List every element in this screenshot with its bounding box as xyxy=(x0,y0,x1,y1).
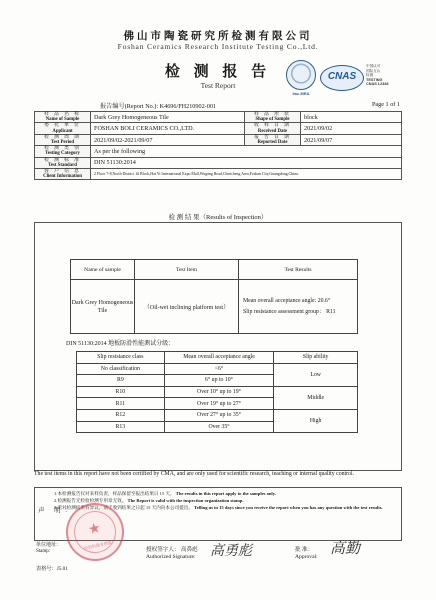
cnas-side-en: TESTING xyxy=(366,77,383,82)
received-value: 2021/09/02 xyxy=(301,123,402,134)
shape-label xyxy=(245,112,301,123)
ilac-logo-icon xyxy=(286,60,316,90)
declaration-en: Telling us in 15 days since you receive the report when you has any question with the test results. xyxy=(194,505,383,510)
unit-address-block xyxy=(36,543,61,556)
label-en: Test Period xyxy=(50,140,75,146)
grade-head-row xyxy=(77,352,358,364)
grade-head-class: Slip resistance class xyxy=(77,352,165,364)
sample-name-label xyxy=(35,112,91,123)
results-head-row xyxy=(71,260,358,280)
label-cn: 检 测 周 期 xyxy=(44,134,81,140)
result-label: Mean overall acceptance angle: xyxy=(243,297,317,304)
client-value: 2 Floor 7-8,North District 1# Block,Hai Yi International Expo Mall,Wugang Road,Chencheng Area,Foshan City,Guangdong,China. xyxy=(91,169,402,180)
grade-angle: Over 35° xyxy=(164,421,274,433)
grade-class: R13 xyxy=(77,421,165,433)
label-en: Received Date xyxy=(257,128,288,134)
authorized-label: 授权签字人： xyxy=(146,547,180,553)
label-en: Test Standard xyxy=(48,162,77,168)
label-cn: 样 品 形 状 xyxy=(254,112,291,117)
label-cn: 收 样 日 期 xyxy=(254,123,291,129)
approval-label-en: Approval: xyxy=(295,553,318,560)
grade-angle: 6° up to 10° xyxy=(164,375,274,387)
cnas-number: CNAS L2346 xyxy=(366,82,389,87)
category-value: As per the following xyxy=(91,146,402,157)
period-value: 2021/09/02-2021/09/07 xyxy=(91,134,245,145)
authorized-signature: 高勇彪 xyxy=(210,543,252,559)
label-en: Name of Sample xyxy=(45,117,80,123)
approval-signature: 高勤 xyxy=(330,539,361,557)
results-head-sample: Name of sample xyxy=(71,260,135,280)
grade-angle: Over 27° up to 35° xyxy=(164,409,274,421)
applicant-label xyxy=(35,123,91,134)
form-number: 表格号：J5.01 xyxy=(36,566,68,572)
report-title-en: Test Report xyxy=(200,81,236,90)
grade-angle: <6° xyxy=(164,363,274,375)
label-en: Reported Date xyxy=(257,140,288,146)
approval-block xyxy=(295,547,318,560)
result-value: 20.6° xyxy=(317,297,331,304)
grade-class: R11 xyxy=(77,398,165,410)
results-table xyxy=(70,259,358,334)
standard-value: DIN 51130:2014 xyxy=(91,157,402,168)
result-line-group xyxy=(243,307,357,318)
authorized-label-cn xyxy=(146,547,198,554)
results-section-title: 检 测 结 果（Results of Inspection） xyxy=(168,214,268,221)
results-head-item: Test Item xyxy=(135,260,239,280)
grade-class: R9 xyxy=(77,375,165,387)
grade-head-ability: Slip ability xyxy=(274,352,358,364)
applicant-value: FOSHAN BOLI CERAMICS CO.,LTD. xyxy=(91,123,245,134)
label-en: Client Information xyxy=(43,174,82,180)
grade-angle: Over 10° up to 19° xyxy=(164,386,274,398)
result-line-angle xyxy=(243,296,357,307)
label-cn: 报 告 日 期 xyxy=(254,134,291,140)
grade-ability-middle: Middle xyxy=(274,386,358,409)
results-values xyxy=(239,280,358,334)
report-number-row xyxy=(34,101,402,111)
grade-head-angle: Mean overall acceptance angle xyxy=(164,352,274,364)
stamp-text: 检验检测专用章 xyxy=(83,539,113,551)
org-name-cn: 佛山市陶瓷研究所检测有限公司 xyxy=(123,31,313,42)
info-row xyxy=(35,123,402,134)
unit-address-label: 单位地址： xyxy=(36,543,62,548)
grade-class: No classification xyxy=(77,363,165,375)
cnas-logo-text: CNAS xyxy=(327,71,357,82)
authorized-name: 高鼻彪 xyxy=(180,547,198,553)
label-en: Testing Category xyxy=(45,151,80,157)
reported-value: 2021/09/07 xyxy=(301,134,402,145)
reported-label xyxy=(245,134,301,145)
slip-grade-table xyxy=(76,351,358,433)
standard-label xyxy=(35,157,91,168)
result-value: R11 xyxy=(326,308,336,315)
report-number xyxy=(100,101,216,110)
declaration-cn: 2.检测报告无检验检测专用章无效。 xyxy=(54,498,127,503)
report-title-cn: 检 测 报 告 xyxy=(164,64,272,80)
authorized-signature-block xyxy=(146,547,198,560)
results-item: （Oil-wet inclining platform test） xyxy=(135,280,239,334)
label-cn: 客 户 信 息 xyxy=(44,169,81,175)
info-row xyxy=(35,169,402,180)
info-row xyxy=(35,157,402,168)
received-label xyxy=(245,123,301,134)
sample-name-value: Dark Grey Homogeneous Tile xyxy=(91,112,245,123)
client-label xyxy=(35,169,91,180)
label-en: Shape of Sample xyxy=(255,117,290,123)
label-cn: 委 托 单 位 xyxy=(44,123,81,129)
declaration-en: The results in this report apply to the samples only. xyxy=(175,491,276,496)
stamp-star-icon: ★ xyxy=(86,520,103,539)
report-number-label: 报告编号(Report No.): xyxy=(100,103,159,110)
label-cn: 检 测 类 别 xyxy=(44,146,81,152)
results-head-results: Test Results xyxy=(239,260,358,280)
report-number-value: K4696/FH210902-001 xyxy=(159,103,217,110)
info-row xyxy=(35,112,402,123)
stamp-label: Stamp: xyxy=(36,549,51,555)
grade-class: R12 xyxy=(77,409,165,421)
grade-caption: DIN 51130:2014 地板防滑性能测试分级： xyxy=(66,341,175,347)
shape-value: block xyxy=(301,112,402,123)
authorized-label-en: Authorized Signature: xyxy=(146,553,196,560)
cma-footnote: The test items in this report have not been certified by CMA, and are only used for scientific research, teaching or internal quality control. xyxy=(34,471,355,477)
declaration-cn: 3.若对检测结果有异议，请于收到结果之日起 15 天内向本公司提出。 xyxy=(54,505,193,510)
cnas-side-cn: 中国认可 国际互认 检测 xyxy=(366,64,381,78)
period-label xyxy=(35,134,91,145)
approval-label-cn: 批 准： xyxy=(295,547,314,553)
grade-ability-low: Low xyxy=(274,363,358,386)
grade-row xyxy=(77,363,358,375)
label-cn: 样 品 名 称 xyxy=(44,112,81,117)
grade-angle: Over 19° up to 27° xyxy=(164,398,274,410)
info-row xyxy=(35,134,402,145)
grade-class: R10 xyxy=(77,386,165,398)
info-row xyxy=(35,146,402,157)
cnas-accreditation-note xyxy=(366,64,406,87)
report-info-table xyxy=(34,111,402,180)
declaration-label: 声 明： xyxy=(38,507,76,514)
grade-row xyxy=(77,409,358,421)
declaration-line-2 xyxy=(54,497,399,504)
label-en: Applicant xyxy=(52,128,73,134)
org-name-en: Foshan Ceramics Research Institute Testing Co.,Ltd. xyxy=(117,42,319,51)
declaration-cn: 1.本检测报告仅对来样负责，样品保留至报出结果日 15 天。 xyxy=(54,491,175,496)
declaration-line-1 xyxy=(54,490,399,497)
category-label xyxy=(35,146,91,157)
declaration-en: The Report is valid with the inspection organization stamp. xyxy=(127,498,244,503)
ilac-logo-text: ilac-MRA xyxy=(292,91,310,96)
label-cn: 检 测 标 准 xyxy=(44,157,81,163)
grade-row xyxy=(77,386,358,398)
grade-ability-high: High xyxy=(274,409,358,432)
results-sample: Dark Grey Homogeneous Tile xyxy=(71,280,135,334)
page-number: Page 1 of 1 xyxy=(371,101,400,108)
results-body-row xyxy=(71,280,358,334)
result-label: Slip resistance assessment group： xyxy=(243,308,325,315)
